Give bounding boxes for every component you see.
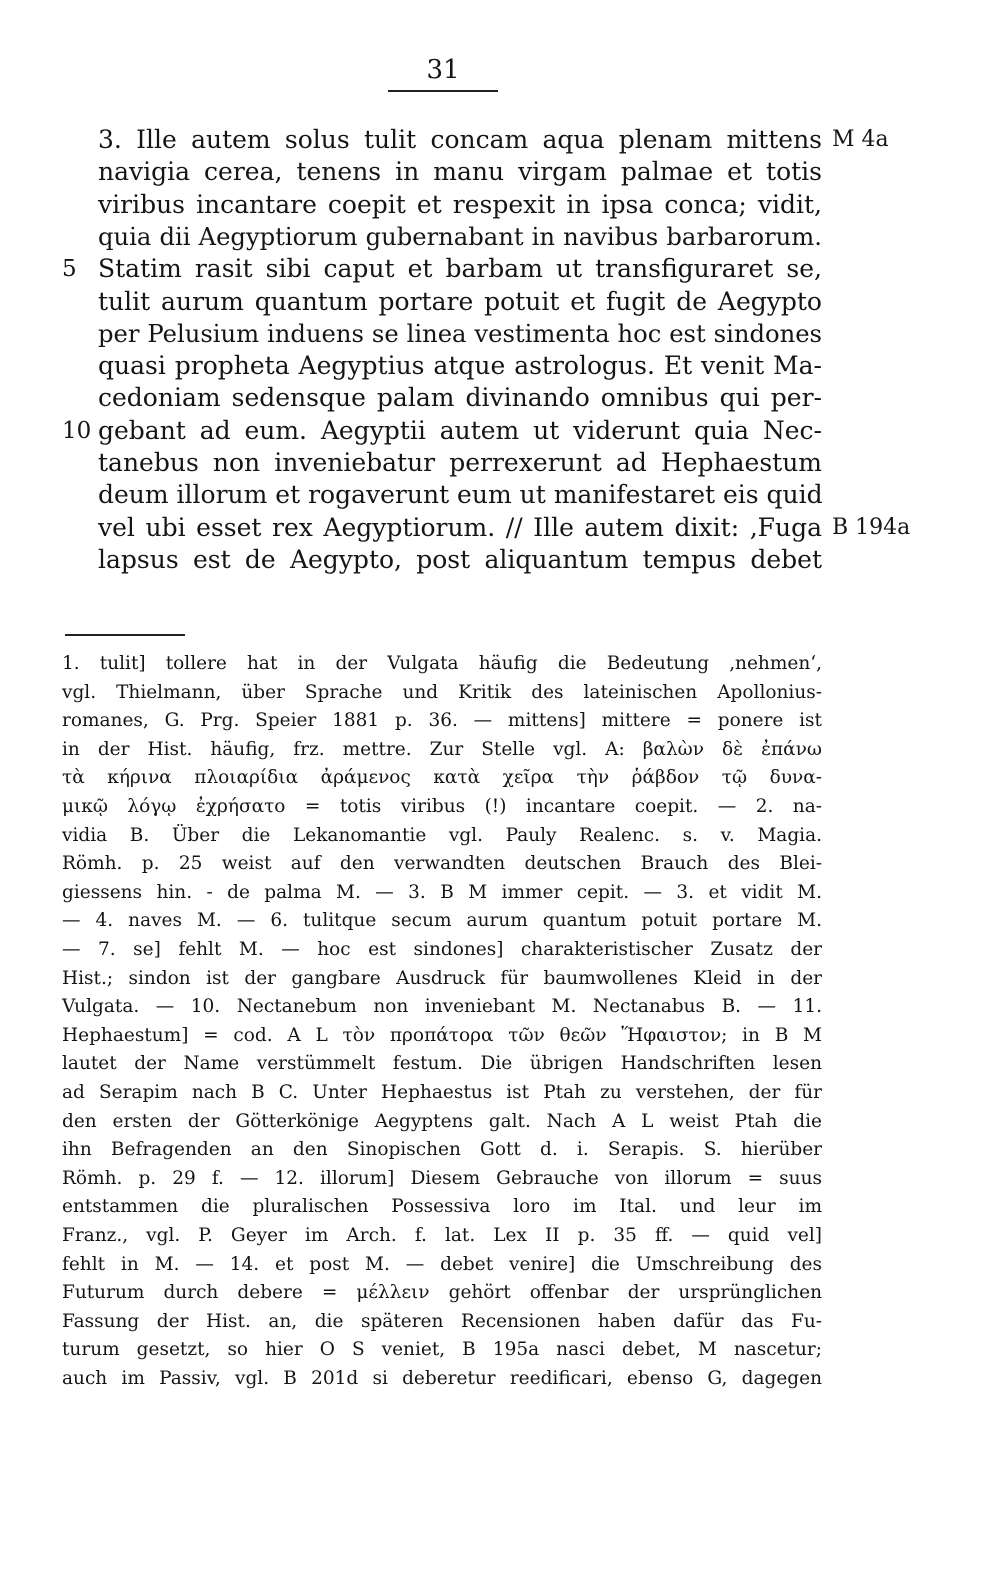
footnote-line: vgl. Thielmann, über Sprache und Kritik des lateinischen Apollonius-	[62, 682, 822, 703]
footnote-line: ad Serapim nach B C. Unter Hephaestus ist Ptah zu verstehen, der für	[62, 1082, 822, 1103]
main-text-line: deum illorum et rogaverunt eum ut manifestaret eis quid	[98, 480, 823, 509]
footnote-line: Vulgata. — 10. Nectanebum non inveniebant M. Nectanabus B. — 11.	[62, 996, 822, 1017]
line-number: 5	[62, 256, 77, 282]
main-text-line: lapsus est de Aegypto, post aliquantum tempus debet	[98, 545, 822, 574]
footnote-line: fehlt in M. — 14. et post M. — debet venire] die Umschreibung des	[62, 1254, 822, 1275]
footnote-line: giessens hin. - de palma M. — 3. B M immer cepit. — 3. et vidit M.	[62, 882, 822, 903]
footnote-line: Franz., vgl. P. Geyer im Arch. f. lat. Lex II p. 35 ff. — quid vel]	[62, 1225, 822, 1246]
main-text-line: quasi propheta Aegyptius atque astrologus. Et venit Ma-	[98, 351, 822, 380]
page-number-rule	[388, 90, 498, 92]
main-text-line: per Pelusium induens se linea vestimenta hoc est sindones	[98, 319, 822, 348]
page-number: 31	[426, 55, 460, 85]
footnote-line: τὰ κήρινα πλοιαρίδια ἀράμενος κατὰ χεῖρα τὴν ῥάβδον τῷ δυνα-	[62, 767, 822, 788]
footnote-line: auch im Passiv, vgl. B 201d si deberetur reedificari, ebenso G, dagegen	[62, 1368, 822, 1389]
footnote-line: 1. tulit] tollere hat in der Vulgata häufig die Bedeutung ‚nehmen‘,	[62, 653, 822, 674]
main-text-line: navigia cerea, tenens in manu virgam palmae et totis	[98, 157, 822, 186]
main-text-line: tulit aurum quantum portare potuit et fugit de Aegypto	[98, 287, 822, 316]
main-text-line: vel ubi esset rex Aegyptiorum. // Ille autem dixit: ‚Fuga	[98, 513, 822, 542]
footnote-line: entstammen die pluralischen Possessiva loro im Ital. und leur im	[62, 1196, 822, 1217]
footnote-line: romanes, G. Prg. Speier 1881 p. 36. — mittens] mittere = ponere ist	[62, 710, 822, 731]
main-text-line: tanebus non inveniebatur perrexerunt ad Hephaestum	[98, 448, 822, 477]
footnote-line: μικῷ λόγῳ ἐχρήσατο = totis viribus (!) incantare coepit. — 2. na-	[62, 796, 822, 817]
footnote-line: turum gesetzt, so hier O S veniet, B 195a nasci debet, M nascetur;	[62, 1339, 822, 1360]
footnote-line: Hist.; sindon ist der gangbare Ausdruck für baumwollenes Kleid in der	[62, 968, 822, 989]
margin-reference: M 4a	[832, 127, 889, 152]
main-text-line: 3. Ille autem solus tulit concam aqua plenam mittens	[98, 125, 822, 154]
footnote-line: Römh. p. 29 f. — 12. illorum] Diesem Gebrauche von illorum = suus	[62, 1168, 822, 1189]
footnote-line: ihn Befragenden an den Sinopischen Gott d. i. Serapis. S. hierüber	[62, 1139, 822, 1160]
footnote-line: Futurum durch debere = μέλλειν gehört offenbar der ursprünglichen	[62, 1282, 822, 1303]
main-text-line: viribus incantare coepit et respexit in ipsa conca; vidit,	[98, 190, 822, 219]
footnote-line: Fassung der Hist. an, die späteren Recensionen haben dafür das Fu-	[62, 1311, 822, 1332]
footnote-line: — 7. se] fehlt M. — hoc est sindones] charakteristischer Zusatz der	[62, 939, 822, 960]
main-text-line: quia dii Aegyptiorum gubernabant in navibus barbarorum.	[98, 222, 822, 251]
footnote-line: vidia B. Über die Lekanomantie vgl. Pauly Realenc. s. v. Magia.	[62, 825, 822, 846]
main-text-line: gebant ad eum. Aegyptii autem ut viderunt quia Nec-	[98, 416, 822, 445]
footnote-line: in der Hist. häufig, frz. mettre. Zur Stelle vgl. A: βαλὼν δὲ ἐπάνω	[62, 739, 822, 760]
footnote-line: Römh. p. 25 weist auf den verwandten deutschen Brauch des Blei-	[62, 853, 822, 874]
footnote-line: lautet der Name verstümmelt festum. Die übrigen Handschriften lesen	[62, 1053, 822, 1074]
line-number: 10	[62, 418, 92, 444]
footnote-line: Hephaestum] = cod. A L τὸν προπάτορα τῶν θεῶν Ἥφαιστον; in B M	[62, 1025, 822, 1046]
main-text-line: Statim rasit sibi caput et barbam ut transfiguraret se,	[98, 254, 822, 283]
footnote-line: den ersten der Götterkönige Aegyptens galt. Nach A L weist Ptah die	[62, 1111, 822, 1132]
margin-reference: B 194a	[832, 515, 911, 540]
main-text-line: cedoniam sedensque palam divinando omnibus qui per-	[98, 383, 822, 412]
footnote-line: — 4. naves M. — 6. tulitque secum aurum quantum potuit portare M.	[62, 910, 822, 931]
footnote-rule	[65, 634, 185, 636]
